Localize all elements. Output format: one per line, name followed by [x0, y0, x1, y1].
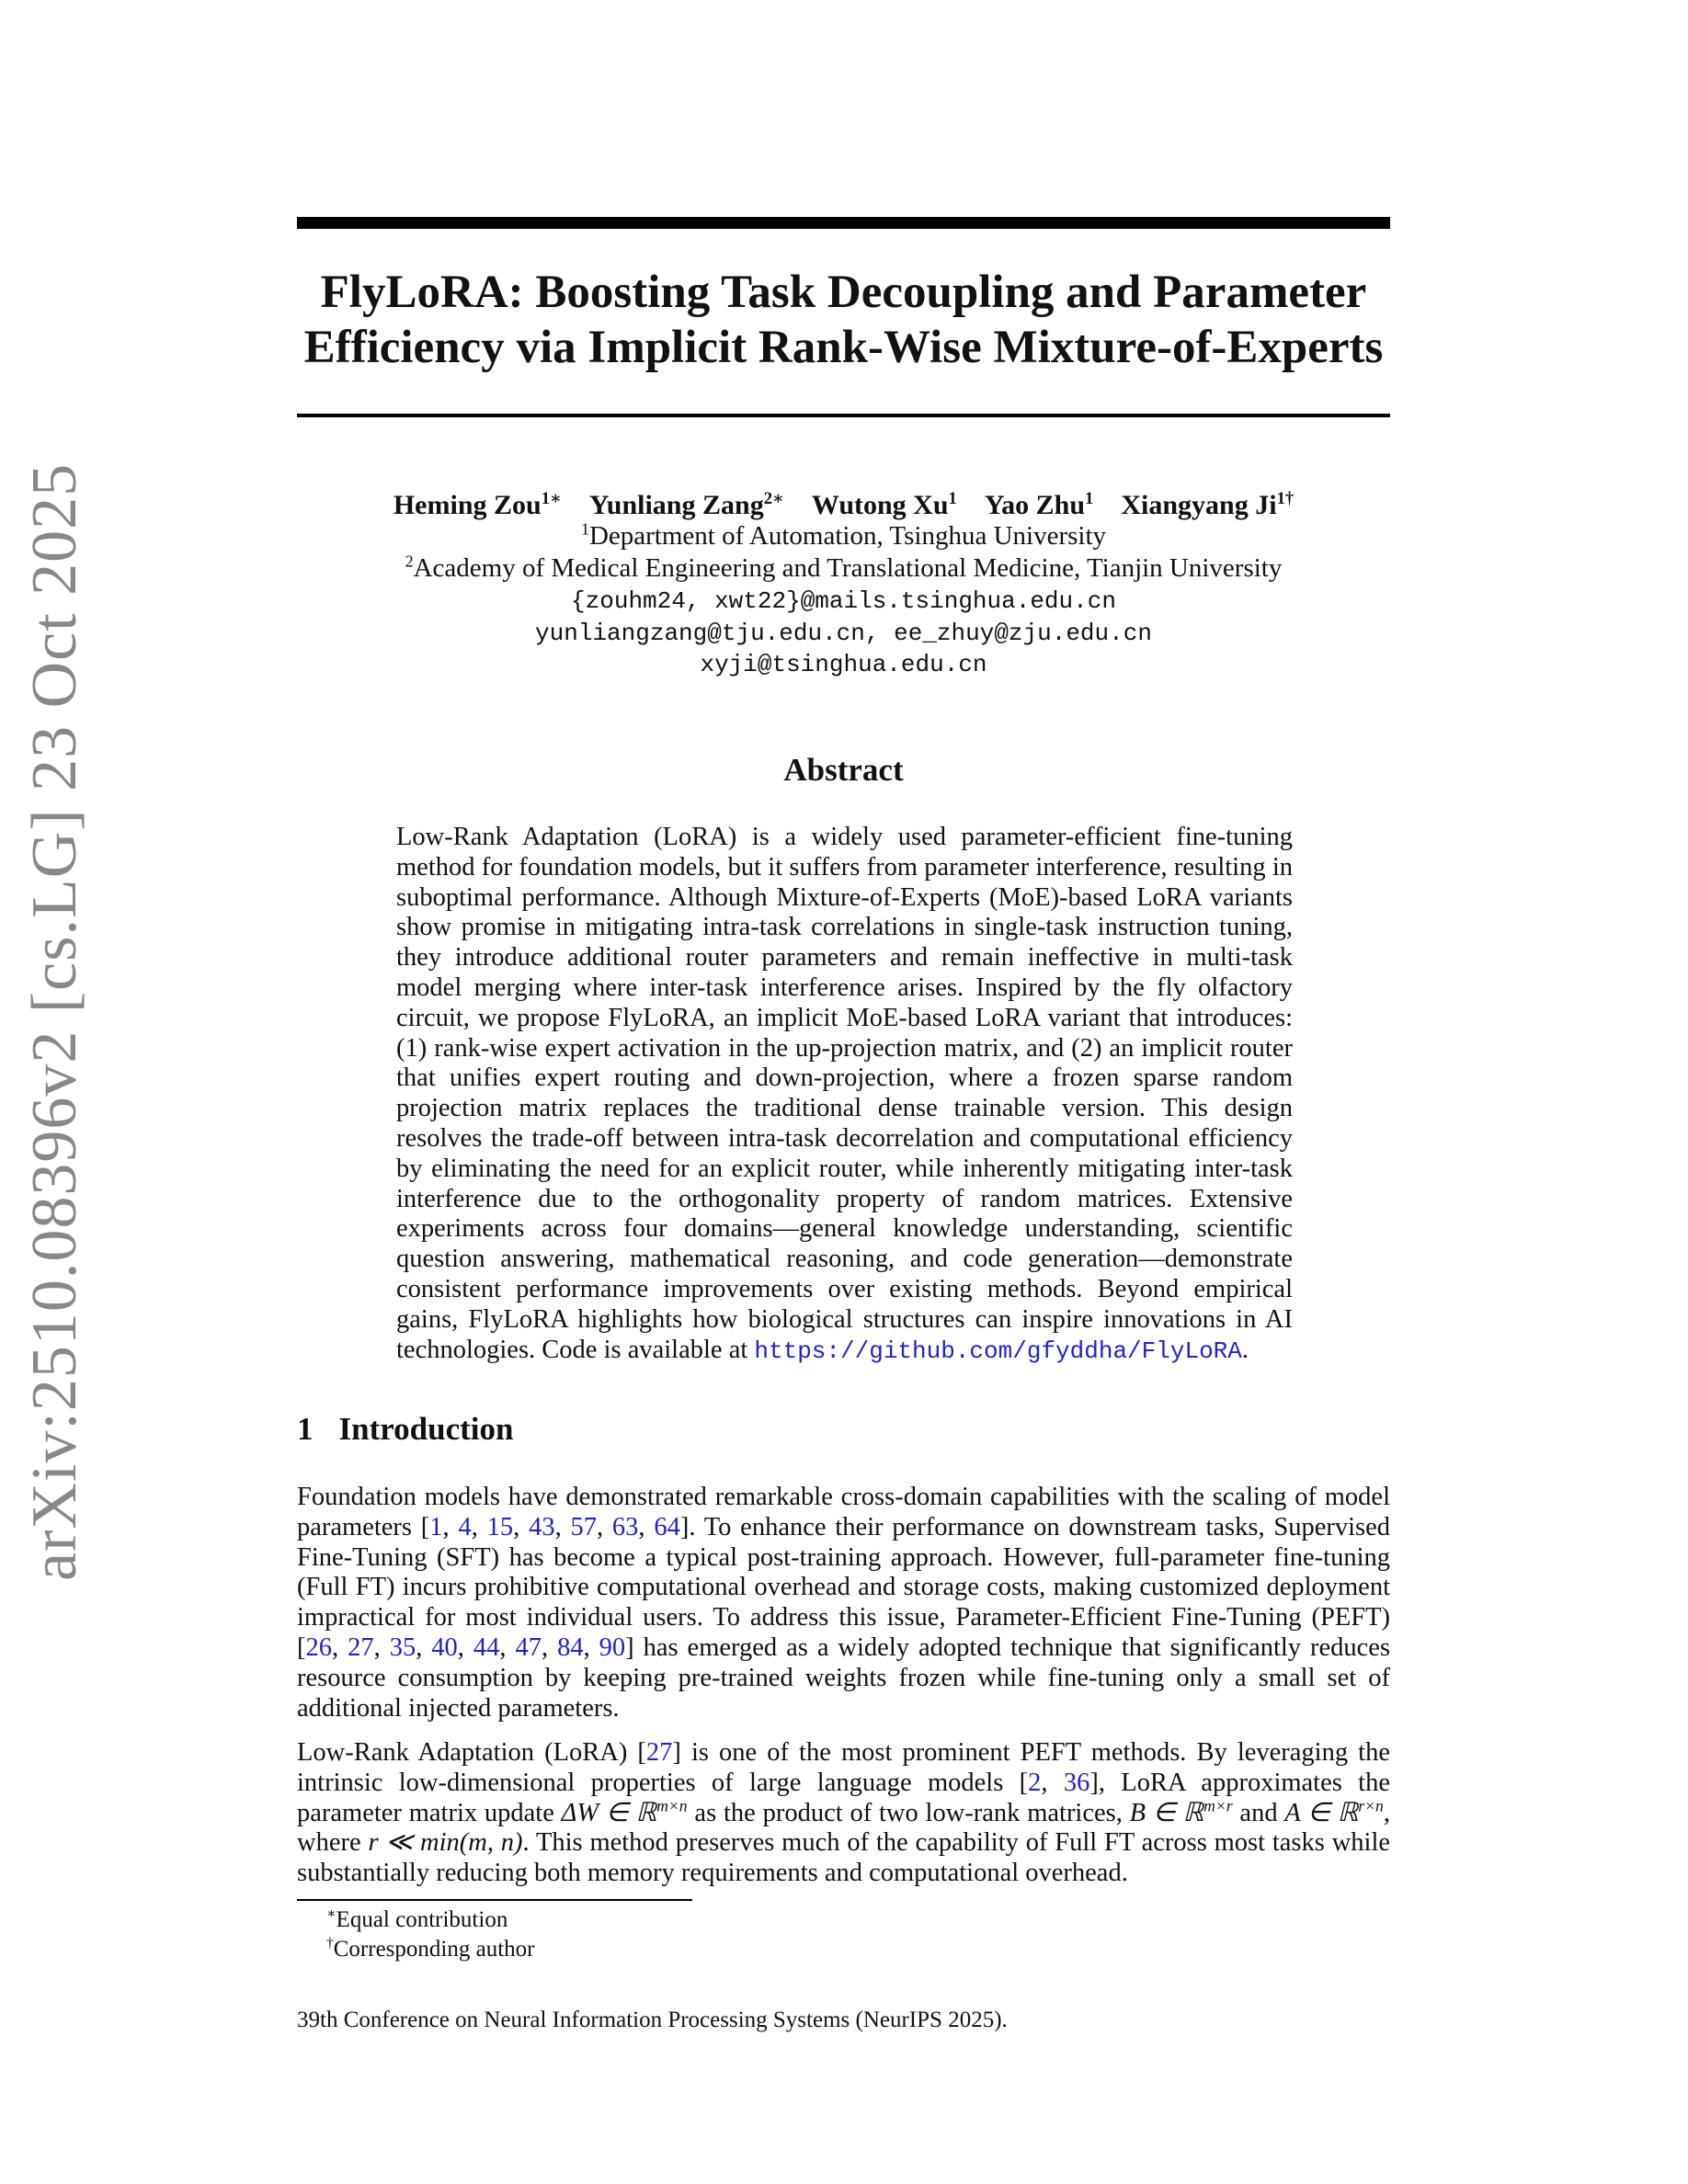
- author-2: [589, 490, 784, 520]
- footnote-rule: [297, 1899, 692, 1901]
- citation-link[interactable]: 1: [429, 1512, 443, 1541]
- author-3: [812, 490, 957, 520]
- affiliation-1-text: Department of Automation, Tsinghua University: [588, 521, 1107, 551]
- citation-link[interactable]: 15: [486, 1512, 514, 1541]
- intro-p1-text-c: ] has emerged as a widely adopted technique that significantly reduces resource consumption by keeping pre-trained weights frozen while fine-tuning only a small set of additional injected parameters.: [297, 1632, 1391, 1723]
- math-b-dim: m×r: [1203, 1796, 1233, 1815]
- citation-link[interactable]: 35: [389, 1632, 416, 1662]
- author-mark: 1∗: [541, 489, 562, 508]
- footnote-1: [326, 1906, 508, 1934]
- citation-link[interactable]: 90: [599, 1632, 626, 1662]
- intro-p2-text-f: , where: [297, 1798, 1391, 1858]
- intro-p2-text-g: . This method preserves much of the capability of Full FT across most tasks while substantially reducing both memory requirements and computational overhead.: [297, 1828, 1391, 1888]
- title-top-rule: [297, 217, 1390, 229]
- title-bottom-rule: [297, 414, 1390, 417]
- author-1: [393, 490, 562, 520]
- affiliation-2-text: Academy of Medical Engineering and Translational Medicine, Tianjin University: [413, 553, 1283, 583]
- author-mark: 1†: [1276, 489, 1295, 508]
- author-name: Wutong Xu: [811, 490, 949, 520]
- section-title: Introduction: [338, 1411, 514, 1447]
- section-heading: [297, 1411, 513, 1448]
- intro-paragraph-1: [297, 1483, 1390, 1723]
- math-a: A ∈ ℝ: [1284, 1798, 1359, 1827]
- intro-p2-text-b: ] is one of the most prominent PEFT methods. By leveraging the intrinsic low-dimensional properties of large language models [: [297, 1738, 1390, 1797]
- author-4: [985, 490, 1094, 520]
- intro-paragraph-2: Low-Rank Adaptation (LoRA) [27] is one of the most prominent PEFT methods. By leveraging the intrinsic low-dimensional properties of large language models [2, 36], LoRA approximates the parameter matrix update ΔW ∈ ℝ$^{m\times n}$ as the product of two low-rank matrices, B ∈ ℝ$^{m\times r}$ and A ∈ ℝ$^{r\times n}$, where r ≪ min(m, n). This method preserves much of the capability of Full FT across most tasks while substantially reducing both memory requirements and computational overhead.: [297, 1738, 1391, 1888]
- affiliation-1-mark: 1: [580, 519, 589, 539]
- author-list: [297, 490, 1390, 521]
- citation-link[interactable]: 44: [473, 1632, 500, 1662]
- email-line-1[interactable]: {zouhm24, xwt22}@mails.tsinghua.edu.cn: [571, 587, 1116, 615]
- math-rank-condition: r ≪ min(m, n): [368, 1828, 523, 1858]
- email-line-3[interactable]: xyji@tsinghua.edu.cn: [700, 651, 987, 678]
- footnote-1-text: Equal contribution: [336, 1907, 508, 1932]
- citation-link[interactable]: 4: [458, 1512, 472, 1541]
- author-mark: 2∗: [763, 489, 784, 508]
- math-delta-w: ΔW ∈ ℝ: [561, 1798, 657, 1827]
- author-mark: 1: [1085, 489, 1094, 508]
- affiliation-1: [297, 520, 1390, 552]
- citation-link[interactable]: 36: [1063, 1768, 1090, 1797]
- citation-link[interactable]: 40: [431, 1632, 458, 1662]
- intro-p1-text-a: Foundation models have demonstrated remarkable cross-domain capabilities with the scaling of model parameters [: [297, 1483, 1390, 1541]
- title-line-1: FlyLoRA: Boosting Task Decoupling and Parameter: [320, 267, 1367, 318]
- citation-group-1: 1, 4, 15, 43, 57, 63, 64: [429, 1512, 680, 1541]
- citation-link[interactable]: 27: [348, 1632, 374, 1662]
- author-5: [1121, 490, 1294, 520]
- author-name: Heming Zou: [393, 490, 542, 520]
- citation-link[interactable]: 43: [529, 1512, 555, 1541]
- intro-p2-text-a: Low-Rank Adaptation (LoRA) [: [297, 1738, 646, 1767]
- venue-footer: 39th Conference on Neural Information Processing Systems (NeurIPS 2025).: [297, 2008, 1008, 2032]
- footnote-2-text: Corresponding author: [333, 1937, 535, 1962]
- intro-p2-text-e: and: [1232, 1798, 1285, 1827]
- citation-link[interactable]: 63: [611, 1512, 639, 1541]
- citation-link[interactable]: 47: [515, 1632, 542, 1662]
- math-delta-w-dim: m×n: [656, 1796, 688, 1815]
- section-number: 1: [297, 1411, 314, 1447]
- author-mark: 1: [948, 489, 957, 508]
- footnote-2-mark: †: [326, 1935, 334, 1951]
- citation-link[interactable]: 27: [645, 1738, 673, 1767]
- abstract-text: Low-Rank Adaptation (LoRA) is a widely used parameter-efficient fine-tuning method for foundation models, but it suffers from parameter interference, resulting in suboptimal performance. Although Mixture-of-Experts (MoE)-based LoRA variants show promise in mitigating intra-task correlations in single-task instruction tuning, they introduce additional router parameters and remain ineffective in multi-task model merging where inter-task interference arises. Inspired by the fly olfactory circuit, we propose FlyLoRA, an implicit MoE-based LoRA variant that introduces: (1) rank-wise expert activation in the up-projection matrix, and (2) an implicit router that unifies expert routing and down-projection, where a frozen sparse random projection matrix replaces the traditional dense trainable version. This design resolves the trade-off between intra-task decorrelation and computational efficiency by eliminating the need for an explicit router, while inherently mitigating inter-task interference due to the orthogonality property of random matrices. Extensive experiments across four domains—general knowledge understanding, scientific question answering, mathematical reasoning, and code generation—demonstrate consistent performance improvements over existing methods. Beyond empirical gains, FlyLoRA highlights how biological structures can inspire innovations in AI technologies. Code is available at: [396, 823, 1293, 1364]
- footnote-2: [326, 1936, 534, 1963]
- author-name: Xiangyang Ji: [1121, 490, 1277, 520]
- author-name: Yunliang Zang: [588, 490, 764, 520]
- citation-group-2: 26, 27, 35, 40, 44, 47, 84, 90: [305, 1632, 626, 1662]
- citation-link[interactable]: 2: [1028, 1768, 1042, 1797]
- affiliation-2-mark: 2: [405, 552, 414, 571]
- arxiv-stamp: arXiv:2510.08396v2 [cs.LG] 23 Oct 2025: [19, 462, 90, 1581]
- abstract-body: Low-Rank Adaptation (LoRA) is a widely used parameter-efficient fine-tuning method for foundation models, but it suffers from parameter interference, resulting in suboptimal performance. Although Mixture-of-Experts (MoE)-based LoRA variants show promise in mitigating intra-task correlations in single-task instruction tuning, they introduce additional router parameters and remain ineffective in multi-task model merging where inter-task interference arises. Inspired by the fly olfactory circuit, we propose FlyLoRA, an implicit MoE-based LoRA variant that introduces: (1) rank-wise expert activation in the up-projection matrix, and (2) an implicit router that unifies expert routing and down-projection, where a frozen sparse random projection matrix replaces the traditional dense trainable version. This design resolves the trade-off between intra-task decorrelation and computational efficiency by eliminating the need for an explicit router, while inherently mitigating inter-task interference due to the orthogonality property of random matrices. Extensive experiments across four domains—general knowledge understanding, scientific question answering, mathematical reasoning, and code generation—demonstrate consistent performance improvements over existing methods. Beyond empirical gains, FlyLoRA highlights how biological structures can inspire innovations in AI technologies. Code is available at https://github.com/gfyddha/FlyLoRA.: [396, 823, 1293, 1365]
- paper-title: [297, 265, 1390, 375]
- abstract-heading: Abstract: [783, 752, 904, 788]
- intro-p2-text-d: as the product of two low-rank matrices,: [687, 1798, 1130, 1827]
- citation-link[interactable]: 84: [557, 1632, 584, 1662]
- affiliation-2: [297, 552, 1390, 585]
- math-a-dim: r×n: [1358, 1796, 1384, 1815]
- citation-link[interactable]: 57: [570, 1512, 597, 1541]
- email-line-2[interactable]: yunliangzang@tju.edu.cn, ee_zhuy@zju.edu.cn: [535, 620, 1152, 647]
- intro-p1-text-b: ]. To enhance their performance on downstream tasks, Supervised Fine-Tuning (SFT) has become a typical post-training approach. However, full-parameter fine-tuning (Full FT) incurs prohibitive computational overhead and storage costs, making customized deployment impractical for most individual users. To address this issue, Parameter-Efficient Fine-Tuning (PEFT) [: [297, 1512, 1391, 1662]
- citation-link[interactable]: 64: [654, 1512, 680, 1541]
- intro-p2-text-c: ], LoRA approximates the parameter matrix update: [297, 1768, 1390, 1827]
- math-b: B ∈ ℝ: [1129, 1798, 1204, 1827]
- footnote-1-mark: ∗: [326, 1905, 336, 1922]
- citation-link[interactable]: 26: [305, 1632, 332, 1662]
- title-line-2: Efficiency via Implicit Rank-Wise Mixture-of-Experts: [303, 322, 1384, 373]
- author-name: Yao Zhu: [984, 490, 1086, 520]
- code-link[interactable]: https://github.com/gfyddha/FlyLoRA: [754, 1337, 1242, 1365]
